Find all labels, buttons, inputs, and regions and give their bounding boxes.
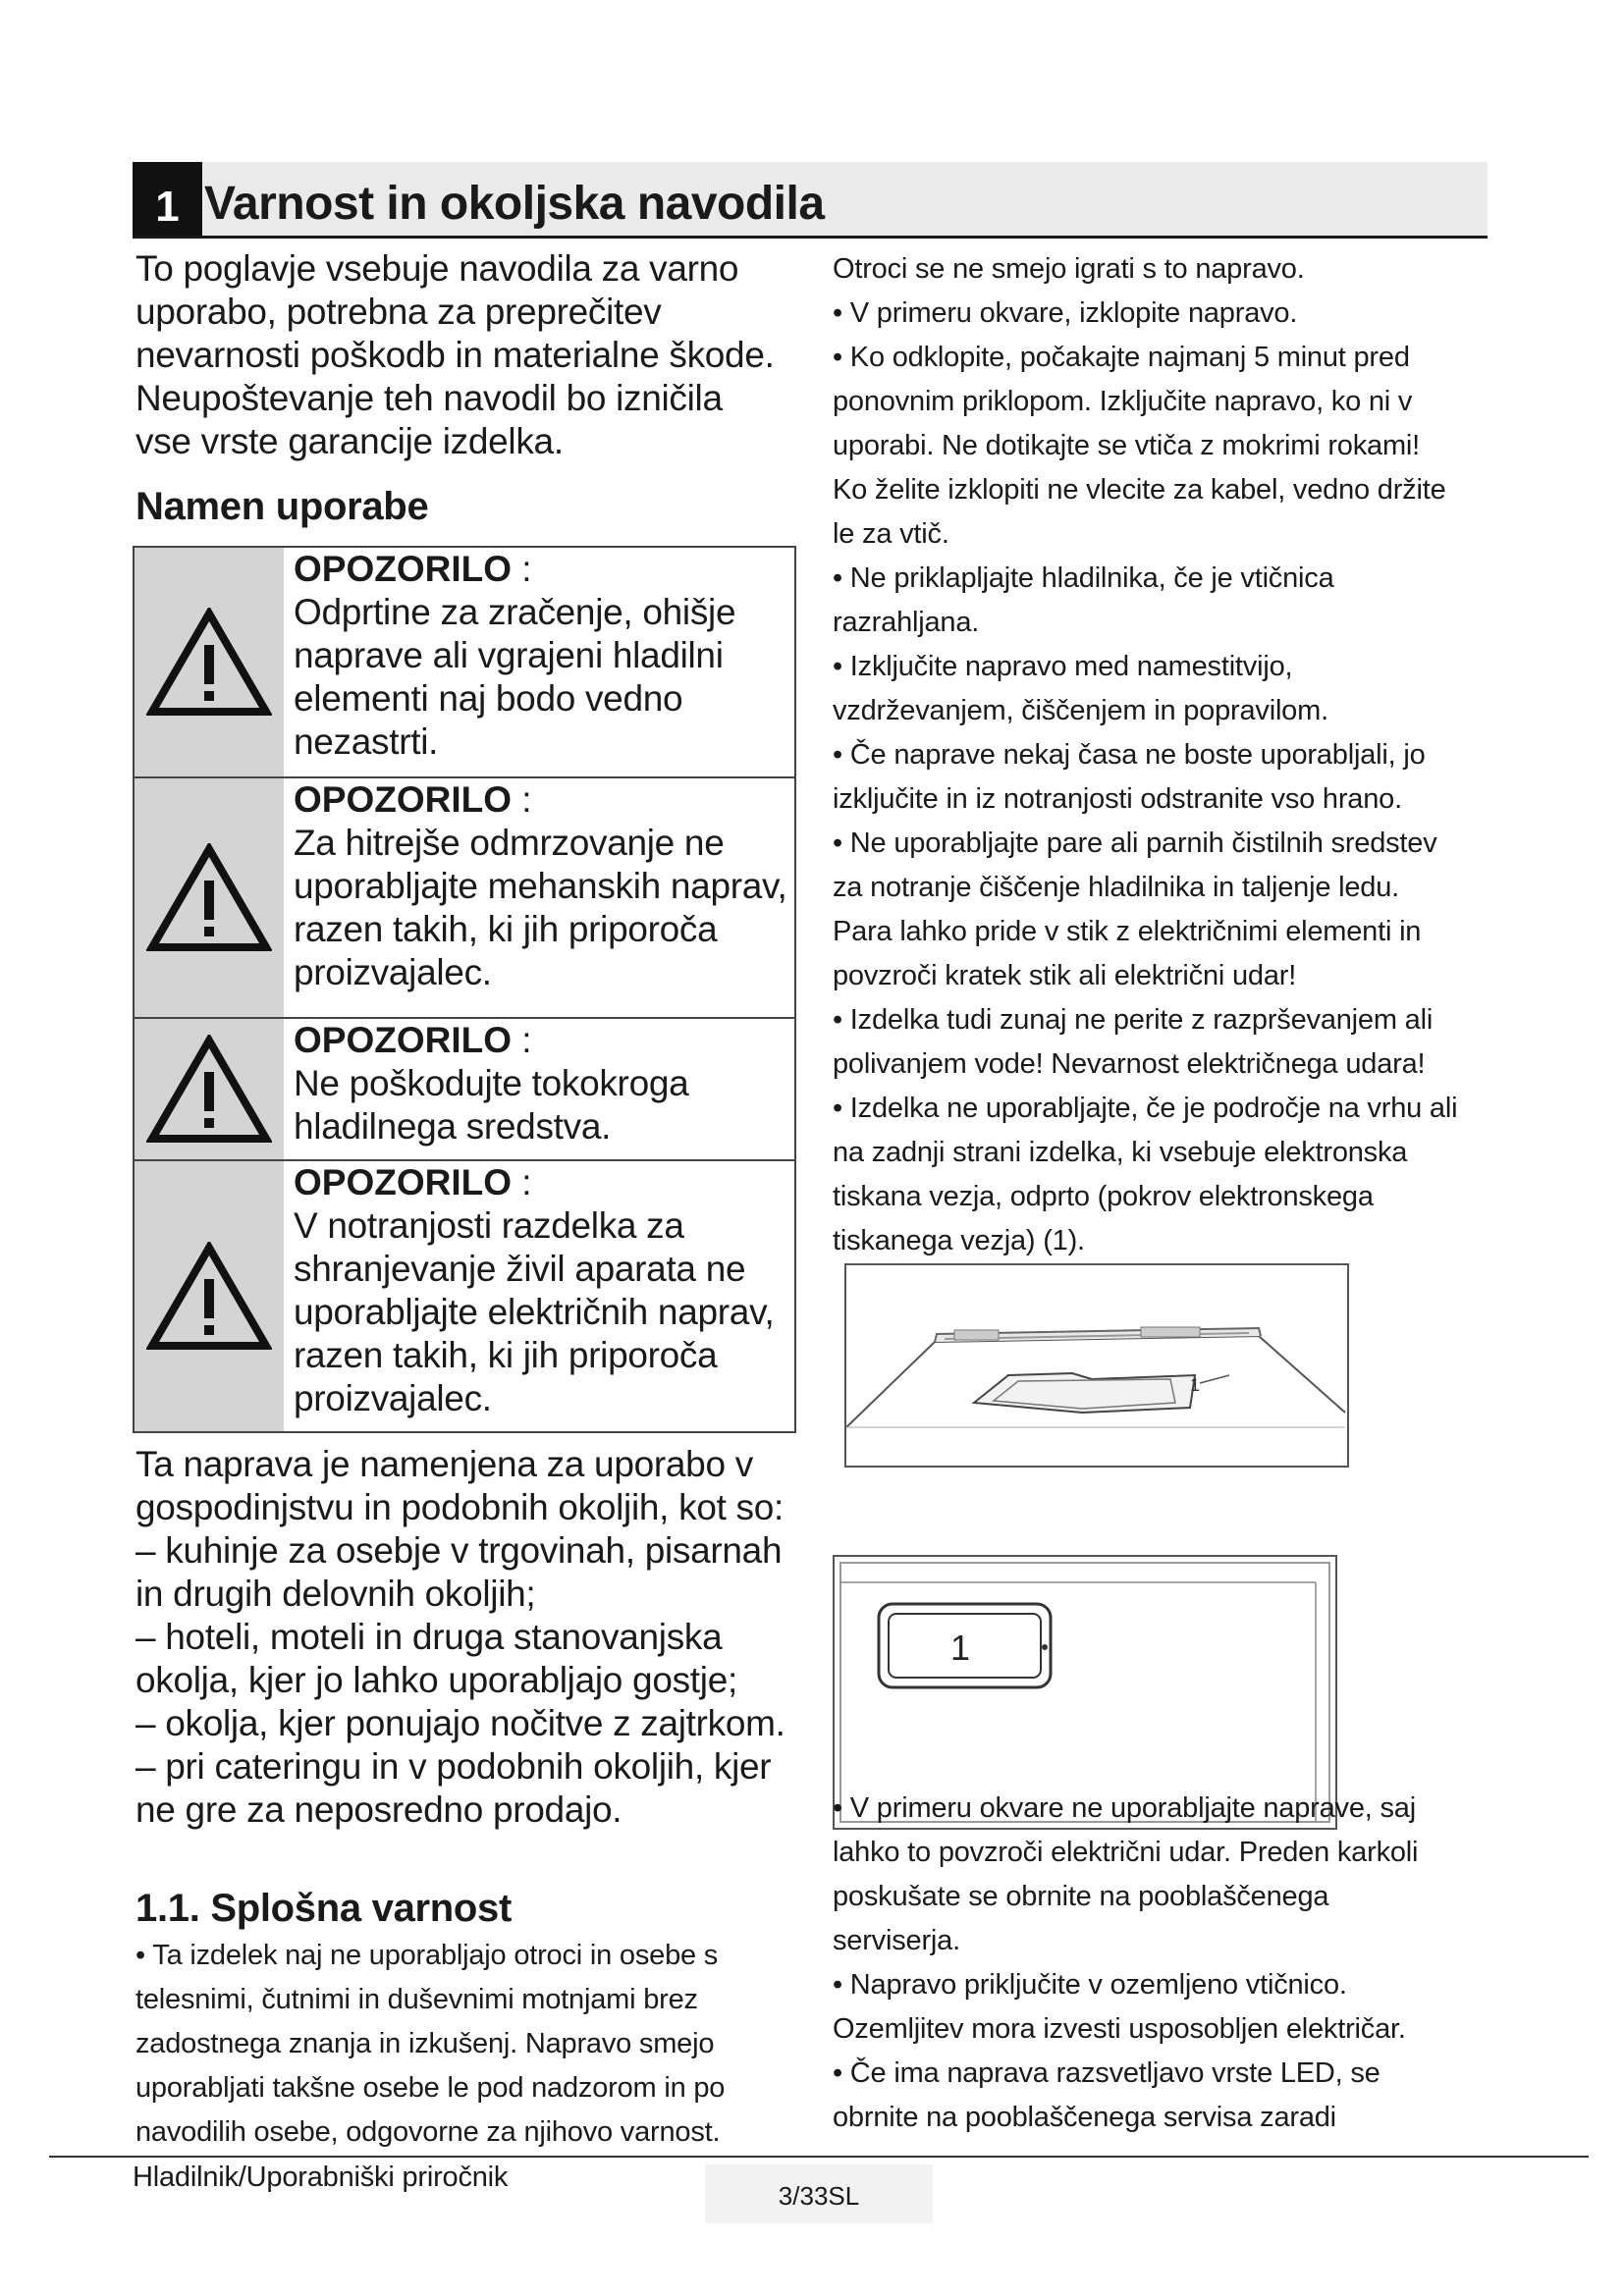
figure-callout-label: 1 (950, 1628, 971, 1668)
footer-document-title: Hladilnik/Uporabniški priročnik (133, 2162, 509, 2193)
warning-title: OPOZORILO (294, 1020, 512, 1060)
warning-title: OPOZORILO (294, 1162, 512, 1202)
footer-divider (49, 2156, 1589, 2158)
warning-text: Ne poškodujte tokokroga hladilnega sredstva. (294, 1063, 689, 1147)
splosna-varnost-text: • Ta izdelek naj ne uporabljajo otroci in osebe s telesnimi, čutnimi in duševnimi motnjami brez zadostnega znanja in izkušenj. Napravo smejo uporabljati takšne osebe le pod nadzorom in po navodilih osebe, odgovorne za njihovo varnost. (135, 1940, 726, 2148)
warning-row (135, 1019, 794, 1161)
usage-item: – kuhinje za osebje v trgovinah, pisarnah in drugih delovnih okoljih; (135, 1530, 783, 1614)
safety-paragraph: • V primeru okvare ne uporabljajte naprave, saj lahko to povzroči električni udar. Preden karkoli poskušate se obrnite na pooblaščenega serviserja. (833, 1792, 1419, 1956)
warning-triangle-icon (135, 1161, 284, 1431)
intro-paragraph: To poglavje vsebuje navodila za varno uporabo, potrebna za preprečitev nevarnosti poškodb in materialne škode. Neupoštevanje teh navodil bo izničila vse vrste garancije izdelka. (135, 248, 775, 461)
usage-item: – pri cateringu in v podobnih okoljih, kjer ne gre za neposredno prodajo. (135, 1746, 772, 1830)
warning-row (135, 778, 794, 1019)
usage-item: – okolja, kjer ponujajo nočitve z zajtrkom. (135, 1703, 785, 1743)
safety-paragraph: • Ko odklopite, počakajte najmanj 5 minut pred ponovnim priklopom. Izključite napravo, ko ni v uporabi. Ne dotikajte se vtiča z mokrimi rokami! Ko želite izklopiti ne vlecite za kabel, vedno držite le za vtič. (833, 342, 1446, 550)
safety-paragraph: • Izdelka ne uporabljajte, če je področje na vrhu ali na zadnji strani izdelka, ki vsebuje elektronska tiskana vezja, odprto (pokrov elektronskega tiskanega vezja) (1). (833, 1093, 1458, 1256)
warning-row (135, 1161, 794, 1431)
safety-paragraph: • V primeru okvare, izklopite napravo. (833, 297, 1298, 329)
splosna-varnost-heading: 1.1. Splošna varnost (135, 1887, 513, 1930)
warning-title: OPOZORILO (294, 779, 512, 820)
safety-paragraph: Otroci se ne smejo igrati s to napravo. (833, 253, 1305, 285)
usage-intro: Ta naprava je namenjena za uporabo v gospodinjstvu in podobnih okoljih, kot so: (135, 1444, 785, 1527)
safety-paragraph: • Ne uporabljajte pare ali parnih čistilnih sredstev za notranje čiščenje hladilnika in taljenje ledu. Para lahko pride v stik z električnimi elementi in povzroči kratek stik ali električni udar! (833, 828, 1437, 991)
usage-item: – hoteli, moteli in druga stanovanjska okolja, kjer jo lahko uporabljajo gostje; (135, 1617, 737, 1700)
safety-paragraph: • Izdelka tudi zunaj ne perite z razprševanjem ali polivanjem vode! Nevarnost električnega udara! (833, 1004, 1434, 1080)
warning-colon: : (512, 1020, 532, 1060)
right-column-text-2 (833, 1787, 1461, 2140)
warning-text: V notranjosti razdelka za shranjevanje živil aparata ne uporabljajte električnih naprav, razen takih, ki jih priporoča proizvajalec. (294, 1205, 775, 1418)
safety-paragraph: • Če ima naprava razsvetljavo vrste LED, se obrnite na pooblaščenega servisa zaradi (833, 2057, 1380, 2133)
safety-paragraph: • Izključite napravo med namestitvijo, vzdrževanjem, čiščenjem in popravilom. (833, 651, 1328, 726)
warning-triangle-icon (135, 1019, 284, 1159)
figure-callout-label: 1 (1190, 1375, 1201, 1395)
safety-paragraph: • Napravo priključite v ozemljeno vtičnico. Ozemljitev mora izvesti usposobljen električar. (833, 1969, 1406, 2045)
warning-triangle-icon (135, 778, 284, 1017)
safety-paragraph: • Ne priklapljajte hladilnika, če je vtičnica razrahljana. (833, 562, 1334, 638)
usage-section (135, 1443, 793, 1832)
chapter-number: 1 (133, 162, 202, 236)
warning-colon: : (512, 549, 532, 589)
page-number: 3/33SL (778, 2181, 860, 2211)
warning-text: Za hitrejše odmrzovanje ne uporabljajte mehanskih naprav, razen takih, ki jih priporoča proizvajalec. (294, 823, 787, 992)
warning-table (133, 546, 796, 1433)
safety-paragraph: • Če naprave nekaj časa ne boste uporabljali, jo izključite in iz notranjosti odstranite vso hrano. (833, 739, 1426, 815)
warning-colon: : (512, 1162, 532, 1202)
warning-title: OPOZORILO (294, 549, 512, 589)
warning-row (135, 548, 794, 778)
pcb-top-figure (844, 1263, 1349, 1468)
warning-text: Odprtine za zračenje, ohišje naprave ali vgrajeni hladilni elementi naj bodo vedno nezastrti. (294, 592, 736, 762)
namen-uporabe-heading: Namen uporabe (135, 485, 429, 528)
warning-triangle-icon (135, 548, 284, 776)
chapter-title: Varnost in okoljska navodila (204, 178, 825, 230)
warning-colon: : (512, 779, 532, 820)
right-column-text (833, 247, 1461, 1263)
